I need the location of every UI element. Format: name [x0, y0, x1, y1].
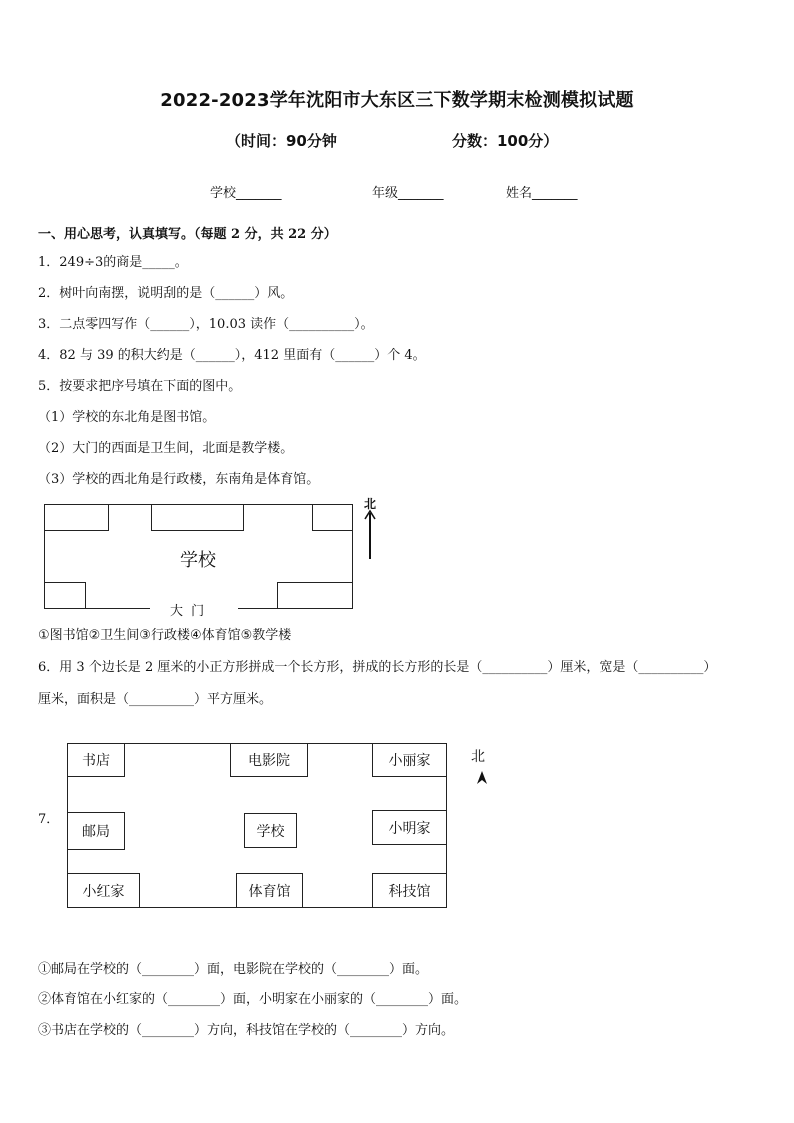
- map-slot-northwest[interactable]: [44, 504, 109, 531]
- legend-list: ①图书馆②卫生间③行政楼④体育馆⑤教学楼: [38, 628, 292, 643]
- question-3: 3．二点零四写作（______），10.03 读作（__________）。: [38, 317, 374, 332]
- question-7-1: ①邮局在学校的（________）面，电影院在学校的（________）面。: [38, 962, 429, 977]
- question-6-line1: 6．用 3 个边长是 2 厘米的小正方形拼成一个长方形，拼成的长方形的长是（__________）厘米，宽是（__________）: [38, 660, 717, 675]
- section-heading: 一、用心思考，认真填写。（每题 2 分，共 22 分）: [38, 227, 337, 242]
- question-7-3: ③书店在学校的（________）方向，科技馆在学校的（________）方向。: [38, 1023, 455, 1038]
- question-7-number: 7．: [38, 812, 60, 827]
- question-6-line2: 厘米，面积是（__________）平方厘米。: [38, 692, 273, 707]
- north-label-2: 北: [471, 749, 485, 765]
- question-5-2: （2）大门的西面是卫生间，北面是教学楼。: [38, 441, 294, 456]
- north-arrowhead-icon: [474, 770, 490, 786]
- north-label: 北: [364, 497, 377, 511]
- xiaoli-home-box: 小丽家: [372, 743, 447, 777]
- xiaoming-home-box: 小明家: [372, 810, 447, 845]
- name-field[interactable]: 姓名_______: [506, 186, 578, 201]
- question-4: 4．82 与 39 的积大约是（______），412 里面有（______）个 4。: [38, 348, 426, 363]
- map-slot-northeast[interactable]: [312, 504, 353, 531]
- cinema-box: 电影院: [230, 743, 308, 777]
- map-slot-southwest[interactable]: [44, 582, 86, 609]
- xiaohong-home-box: 小红家: [67, 873, 140, 908]
- question-1: 1．249÷3的商是_____。: [38, 255, 188, 270]
- page-title: 2022-2023学年沈阳市大东区三下数学期末检测模拟试题: [160, 90, 634, 111]
- north-arrow-icon: [363, 509, 377, 561]
- map-slot-north[interactable]: [151, 504, 244, 531]
- school-box: 学校: [244, 813, 297, 848]
- grade-field[interactable]: 年级_______: [372, 186, 444, 201]
- question-5-3: （3）学校的西北角是行政楼，东南角是体育馆。: [38, 472, 320, 487]
- map-slot-southeast[interactable]: [277, 582, 353, 609]
- school-label: 学校: [180, 550, 216, 571]
- exam-time: （时间：90分钟: [226, 132, 337, 150]
- gate-label: 大 门: [170, 604, 207, 619]
- question-2: 2．树叶向南摆，说明刮的是（______）风。: [38, 286, 294, 301]
- museum-box: 科技馆: [372, 873, 447, 908]
- question-7-2: ②体育馆在小红家的（________）面，小明家在小丽家的（________）面。: [38, 992, 468, 1007]
- school-field[interactable]: 学校_______: [210, 186, 282, 201]
- question-5-1: （1）学校的东北角是图书馆。: [38, 410, 216, 425]
- bookstore-box: 书店: [67, 743, 125, 777]
- post-office-box: 邮局: [67, 812, 125, 850]
- gym-box: 体育馆: [236, 873, 303, 908]
- question-5: 5．按要求把序号填在下面的图中。: [38, 379, 242, 394]
- exam-score: 分数：100分）: [452, 132, 559, 150]
